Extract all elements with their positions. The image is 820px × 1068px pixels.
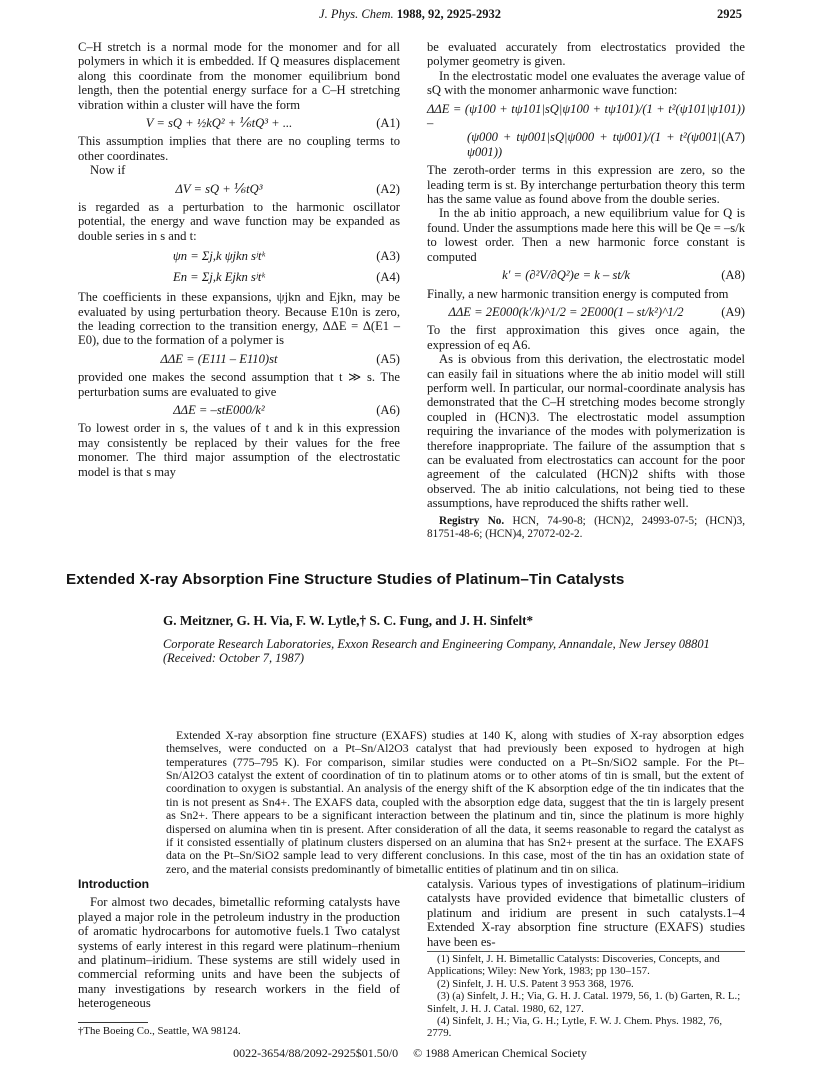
equation-number: (A4) — [376, 269, 400, 284]
affiliation-text: Corporate Research Laboratories, Exxon Research and Engineering Company, Annandale, New Jersey 08801 — [163, 637, 710, 651]
equation-text: ΔΔE = 2E000(k′/k)^1/2 = 2E000(1 – st/k²)^1/2 — [448, 304, 684, 319]
page-footer — [0, 1046, 820, 1061]
journal-citation — [0, 7, 820, 22]
equation-number: (A7) — [721, 130, 745, 145]
equation-a5 — [78, 352, 400, 366]
reference-item: (4) Sinfelt, J. H.; Via, G. H.; Lytle, F. W. J. Chem. Phys. 1982, 76, 2779. — [427, 1015, 723, 1040]
abstract: Extended X-ray absorption fine structure (EXAFS) studies at 140 K, along with studies of X-ray absorption edges themselves, were conducted on a Pt–Sn/Al2O3 catalyst that had previously been exposed to hydrogen at high temperatures (775–795 K). For comparison, similar studies were conducted on a Pt–Sn/SiO2 sample. For the Pt–Sn/Al2O3 catalyst the extent of coordination of tin to platinum atoms or to other atoms of tin is small, but the extent of coordination to oxygen is substantial. An analysis of the energy shift of the K absorption edge of the tin indicates that the tin is not present as Sn4+. The EXAFS data, coupled with the absorption edge data, suggest that the tin is largely present as Sn2+. There appears to be a significant interaction between the platinum and tin, since the platinum is more highly dispersed on alumina when tin is present. After consideration of all the data, it seems reasonable to regard the catalyst as if it consisted essentially of platinum clusters dispersed on an alumina that has Sn2+ present at the surface. The EXAFS data on the Pt–Sn/SiO2 sample lead to very different conclusions. In this case, most of the tin has an oxidation state of zero, and the material consists predominantly of bimetallic entities of platinum and tin on silica. — [166, 727, 744, 876]
reference-item: (2) Sinfelt, J. H. U.S. Patent 3 953 368, 1976. — [437, 977, 634, 990]
paragraph: be evaluated accurately from electrostatics provided the polymer geometry is given. — [427, 40, 745, 69]
equation-number: (A3) — [376, 249, 400, 264]
paragraph: catalysis. Various types of investigations of platinum–iridium catalysts have provided evidence that bimetallic clusters of platinum and iridium are present in such catalysts.1–4 Extended X-ray absorption fine structure (EXAFS) studies have been es- — [427, 877, 745, 949]
page-number: 2925 — [717, 7, 742, 21]
equation-text: ψn = Σj,k ψjkn sʲtᵏ — [172, 249, 266, 264]
paragraph: Finally, a new harmonic transition energy is computed from — [427, 286, 729, 301]
right-column-top — [427, 40, 745, 541]
equation-number: (A1) — [376, 116, 400, 131]
paragraph: For almost two decades, bimetallic reforming catalysts have played a major role in the petroleum industry in the production of aromatic hydrocarbons for automotive fuels.1 Two catalyst systems of early interest in this regard were platinum–rhenium and platinum–iridium. These systems are still widely used in commercial reforming units and have been the subjects of many investigations by research workers in the field of heterogeneous — [78, 895, 400, 1011]
registry-label: Registry No. — [439, 514, 505, 527]
equation-text: ΔV = sQ + ⅙tQ³ — [175, 181, 263, 196]
paragraph: To lowest order in s, the values of t and k in this expression may consistently be replaced by their values for the free monomer. The third major assumption of the electrostatic model is that s may — [78, 421, 400, 479]
paragraph: In the ab initio approach, a new equilibrium value for Q is found. Under the assumptions made here this will be Qe = –s/k to lowest order. Then a new harmonic force constant is computed — [427, 206, 745, 264]
registry-text: HCN, 74-90-8; (HCN)2, 24993-07-5; (HCN)3, 81751-48-6; (HCN)4, 27072-02-2. — [427, 514, 745, 540]
paragraph: The coefficients in these expansions, ψjkn and Ejkn, may be evaluated by using perturbation theory. Because E10n is zero, the leading correction to the transition energy, ΔΔE = Δ(E1 – E0), due to the formation of a polymer is — [78, 290, 400, 348]
equation-text: ΔΔE = (E111 – E110)st — [160, 351, 278, 366]
article-code: 0022-3654/88/2092-2925$01.50/0 — [233, 1046, 399, 1060]
equation-number: (A5) — [376, 351, 400, 366]
intro-right-column — [427, 877, 745, 949]
paragraph: The zeroth-order terms in this expression are zero, so the leading term is st. By interchange perturbation theory this term has the same value as found above from the double series. — [427, 163, 745, 207]
running-header — [0, 7, 820, 25]
equation-text: ΔΔE = –stE000/k² — [173, 402, 265, 417]
equation-a4 — [78, 270, 400, 284]
paragraph: provided one makes the second assumption that t ≫ s. The perturbation sums are evaluated to give — [78, 370, 400, 399]
equation-text: k′ = (∂²V/∂Q²)e = k – st/k — [502, 268, 630, 283]
footnote-rule — [78, 1022, 148, 1023]
left-column-top — [78, 40, 400, 479]
section-heading: Introduction — [78, 877, 150, 891]
registry-numbers — [427, 515, 745, 541]
equation-a6 — [78, 403, 400, 417]
equation-number: (A2) — [376, 181, 400, 196]
received-date: (Received: October 7, 1987) — [163, 651, 305, 665]
journal-year-volume: 1988, 92, 2925-2932 — [396, 7, 501, 21]
paragraph: As is obvious from this derivation, the electrostatic model can easily fail in situations where the ab initio model will still perform well. In particular, our normal-coordinate analysis has demonstrated that the C–H stretching modes become strongly coupled in (HCN)3. The electrostatic model assumption requiring the invariance of the modes with polymerization is therefore inappropriate. The failure of the assumption that s can be evaluated from electrostatics can account for the poor agreement of the calculated (HCN)2 shifts with those observed. The ab initio calculations, not being tied to these assumptions, have reproduced the shifts rather well. — [427, 352, 745, 511]
equation-text: En = Σj,k Ejkn sʲtᵏ — [173, 269, 265, 284]
equation-line — [427, 130, 745, 159]
reference-item: (1) Sinfelt, J. H. Bimetallic Catalysts: Discoveries, Concepts, and Applications; Wiley: New York, 1983; pp 130–157. — [427, 953, 720, 978]
equation-a7 — [427, 102, 745, 160]
affiliation — [163, 637, 763, 665]
copyright: © 1988 American Chemical Society — [413, 1046, 587, 1060]
equation-a9 — [427, 305, 745, 319]
journal-name: J. Phys. Chem. — [319, 7, 394, 21]
paragraph: Now if — [90, 163, 126, 178]
references — [427, 953, 745, 1040]
paragraph: To the first approximation this gives once again, the expression of eq A6. — [427, 323, 745, 352]
equation-a8 — [427, 268, 745, 282]
paragraph: is regarded as a perturbation to the harmonic oscillator potential, the energy and wave function may be expanded as double series in s and t: — [78, 200, 400, 243]
reference-item: (3) (a) Sinfelt, J. H.; Via, G. H. J. Catal. 1979, 56, 1. (b) Garten, R. L.; Sinfelt, J. H. J. Catal. 1980, 62, 127. — [427, 990, 741, 1015]
equation-number: (A6) — [376, 402, 400, 417]
equation-a1 — [78, 116, 400, 130]
paragraph: In the electrostatic model one evaluates the average value of sQ with the monomer anharmonic wave function: — [427, 68, 745, 98]
equation-number: (A9) — [721, 304, 745, 319]
equation-number: (A8) — [721, 268, 745, 283]
affiliation-footnote: †The Boeing Co., Seattle, WA 98124. — [78, 1025, 241, 1037]
paragraph: C–H stretch is a normal mode for the monomer and for all polymers in which it is embedded. If Q measures displacement along this coordinate from the monomer equilibrium bond length, then the potential energy surface for a C–H stretching vibration within a cluster will have the form — [78, 40, 400, 112]
equation-a2 — [78, 182, 400, 196]
equation-a3 — [78, 249, 400, 263]
references-rule — [427, 951, 745, 952]
intro-left-column — [78, 877, 400, 1011]
equation-text: ΔΔE = (ψ100 + tψ101|sQ|ψ100 + tψ101)/(1 + t²(ψ101|ψ101)) – — [427, 101, 745, 131]
article-title: Extended X-ray Absorption Fine Structure Studies of Platinum–Tin Catalysts — [66, 571, 625, 588]
equation-text: V = sQ + ½kQ² + ⅙tQ³ + ... — [145, 116, 293, 131]
paragraph: This assumption implies that there are no coupling terms to other coordinates. — [78, 134, 400, 163]
author-list: G. Meitzner, G. H. Via, F. W. Lytle,† S. C. Fung, and J. H. Sinfelt* — [163, 613, 534, 628]
equation-text: (ψ000 + tψ001|sQ|ψ000 + tψ001)/(1 + t²(ψ001|ψ001)) — [467, 130, 722, 159]
